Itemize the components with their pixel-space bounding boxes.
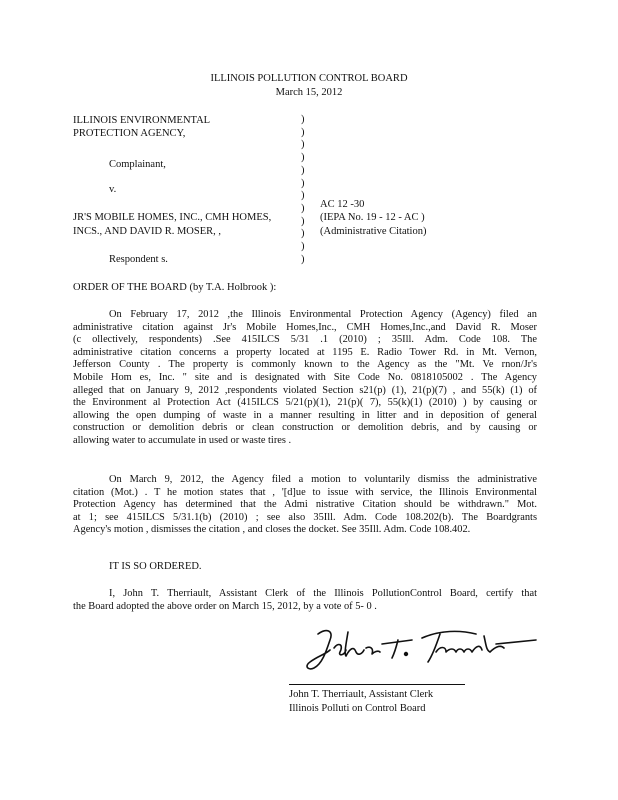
caption-paren: ) [301, 253, 305, 265]
paragraph-line: Mobile Hom es, Inc. " site and is designated with Site Code No. 0818105002 . The Agency [73, 371, 537, 383]
respondent-name-line1: JR'S MOBILE HOMES, INC., CMH HOMES, [73, 212, 272, 223]
caption-paren: ) [301, 228, 305, 240]
caption-paren: ) [301, 152, 305, 164]
caption-paren: ) [301, 114, 305, 125]
case-type: (Administrative Citation) [320, 226, 427, 237]
paragraph-line: the Board adopted the above order on March 15, 2012, by a vote of 5- 0 . [73, 600, 377, 612]
order-date: March 15, 2012 [275, 87, 343, 98]
caption-parentheses [301, 114, 313, 266]
respondent-name-line2: INCS., AND DAVID R. MOSER, , [73, 226, 221, 237]
paragraph-line: alleged that on January 9, 2012 ,respondents violated Section s21(p) (1), 21(p)(7) , and 55(k) (1) of [73, 384, 537, 396]
paragraph-line: (c ollectively, respondents) .See 415ILCS 5/31 .1 (2010) ; 35Ill. Adm. Code 108. The [73, 334, 537, 346]
paragraph-line: On February 17, 2012 ,the Illinois Environmental Protection Agency (Agency) filed an [109, 309, 537, 320]
case-number: AC 12 -30 [320, 199, 365, 210]
complainant-name-line2: PROTECTION AGENCY, [73, 128, 186, 139]
paragraph-line: Jefferson County . The property is commonly known to the Agency as the "Mt. Ve rnon/Jr's [73, 359, 537, 371]
clerk-signature [300, 622, 550, 678]
order-heading: ORDER OF THE BOARD (by T.A. Holbrook ): [73, 282, 277, 293]
paragraph-line: Protection Agency has determined that the Admi nistrative Citation should be withdrawn." Mot. [73, 499, 537, 511]
paragraph-line: administrative citation concerns a property located at 1195 E. Radio Tower Rd. in Mt. Vernon, [73, 346, 537, 358]
paragraph-line: administrative citation against Jr's Mobile Homes,Inc., CMH Homes,Inc.,and David R. Moser [73, 321, 537, 333]
paragraph-line: Agency's motion , dismisses the citation , and closes the docket. See 35Ill. Adm. Code 108.402. [73, 524, 471, 536]
caption-paren: ) [301, 139, 305, 151]
paragraph-line: allowing water to accumulate in used or waste tires . [73, 434, 292, 446]
paragraph-line: citation (Mot.) . T he motion states that , '[d]ue to issue with service, the Illinois Environmental [73, 486, 537, 498]
caption-paren: ) [301, 177, 305, 189]
caption-paren: ) [301, 215, 305, 227]
respondent-role: Respondent s. [109, 254, 168, 265]
caption-paren: ) [301, 126, 305, 138]
caption-paren: ) [301, 202, 305, 214]
paragraph-filing [73, 309, 537, 448]
signature-line [289, 684, 465, 685]
certification-paragraph [73, 588, 537, 613]
paragraph-line: I, John T. Therriault, Assistant Clerk of the Illinois PollutionControl Board, certify that [109, 588, 537, 599]
caption-paren: ) [301, 190, 305, 202]
caption-paren: ) [301, 164, 305, 176]
complainant-role: Complainant, [109, 159, 166, 170]
paragraph-motion [73, 474, 537, 537]
signer-name-title: John T. Therriault, Assistant Clerk [289, 689, 434, 700]
complainant-name-line1: ILLINOIS ENVIRONMENTAL [73, 115, 211, 126]
signer-organization: Illinois Polluti on Control Board [289, 703, 426, 714]
so-ordered: IT IS SO ORDERED. [109, 561, 202, 572]
paragraph-line: allowing the open dumping of waste in a manner resulting in litter and in deposition of general [73, 409, 537, 421]
versus-label: v. [109, 184, 117, 195]
paragraph-line: at 1; see 415ILCS 5/31.1(b) (2010) ; see also 35Ill. Adm. Code 108.202(b). The Boardgrants [73, 511, 537, 523]
board-name: ILLINOIS POLLUTION CONTROL BOARD [210, 73, 408, 84]
caption-paren: ) [301, 241, 305, 253]
iepa-number: (IEPA No. 19 - 12 - AC ) [320, 212, 425, 223]
paragraph-line: construction or demolition debris or clean construction or demolition debris, and by causing or [73, 422, 537, 434]
paragraph-line: On March 9, 2012, the Agency filed a motion to voluntarily dismiss the administrative [109, 474, 537, 485]
paragraph-line: the Environment al Protection Act (415ILCS 5/21(p)(1), 21(p)( 7), 55(k)(1) (2010) ) by causing or [73, 397, 537, 409]
